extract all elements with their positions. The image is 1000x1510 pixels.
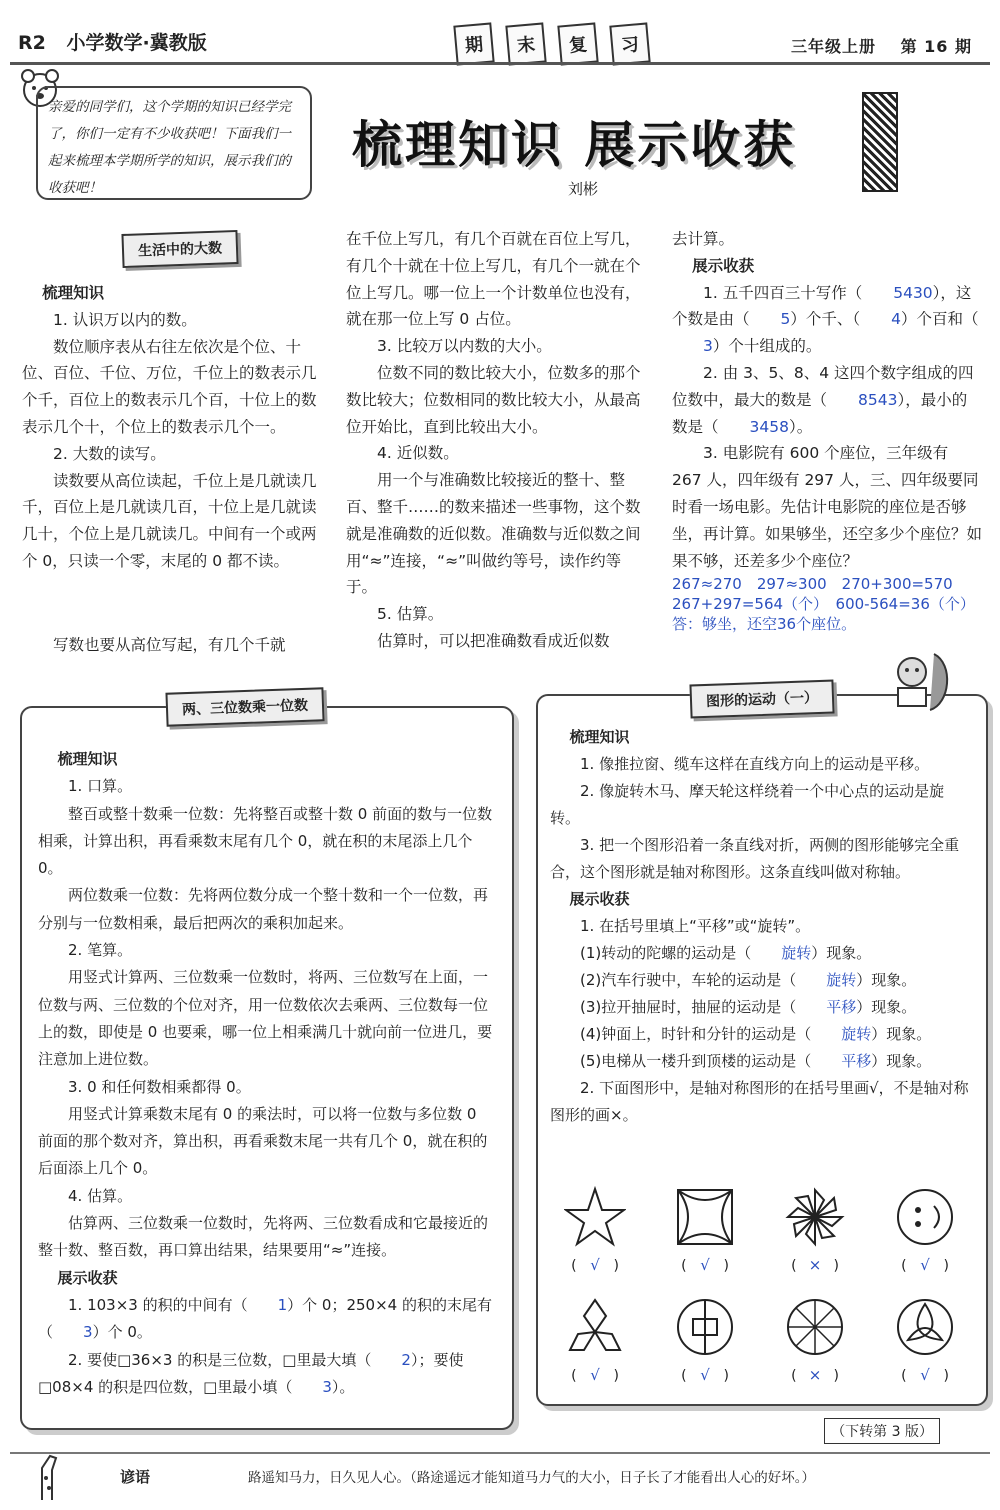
section3-item-5: (5)电梯从一楼升到顶楼的运动是（ 平移）现象。 — [580, 1052, 932, 1070]
answer-max-digit: 2 — [401, 1350, 411, 1369]
section3-item-2: (2)汽车行驶中，车轮的运动是（ 旋转）现象。 — [580, 971, 917, 989]
answer-zero-count: 1 — [277, 1295, 288, 1314]
section2-q2: 2. 要使□36×3 的积是三位数，□里最大填（ 2）；要使□08×4 的积是四位数，□里最小填（ 3）。 — [38, 1347, 494, 1402]
answer-thousands: 5 — [780, 310, 791, 329]
header-divider — [10, 62, 990, 65]
section1-p11-start: 估算时，可以把准确数看成近似数 — [377, 631, 610, 650]
grade-label: 三年级上册 — [790, 37, 876, 56]
diamond-triple-shape-icon — [564, 1296, 626, 1358]
section1-a3-line2: 267+297=564（个） 600-564=36（个） — [672, 595, 975, 614]
giraffe-icon — [22, 1448, 78, 1504]
section2-p6: 3. 0 和任何数相乘都得 0。 — [68, 1077, 251, 1096]
section3-p1: 1. 像推拉窗、缆车这样在直线方向上的运动是平移。 — [580, 755, 930, 773]
section3-p3: 3. 把一个图形沿着一条直线对折，两侧的图形能够完全重合，这个图形就是轴对称图形。这条直线叫做对称轴。 — [550, 836, 960, 881]
answer-min: 3458 — [749, 417, 789, 436]
shape-cell: ( √ ) — [660, 1296, 750, 1384]
section1-a3-line3: 答：够坐，还空36个座位。 — [672, 615, 857, 634]
page-header-left — [18, 28, 207, 55]
shape-cell: ( √ ) — [550, 1296, 640, 1384]
section2-heading: 梳理知识 — [57, 750, 118, 768]
mark-diamond: √ — [590, 1366, 600, 1384]
section1-p3: 2. 大数的读写。 — [53, 444, 166, 463]
pinwheel-shape-icon — [784, 1186, 846, 1248]
shape-cell: ( √ ) — [550, 1186, 640, 1274]
section3-item-1: (1)转动的陀螺的运动是（ 旋转）现象。 — [580, 944, 872, 962]
shape-cell: ( × ) — [770, 1296, 860, 1384]
section2-heading2: 展示收获 — [57, 1268, 118, 1287]
section2-p8: 4. 估算。 — [68, 1186, 133, 1205]
mark-trefoil: √ — [920, 1366, 930, 1384]
publication-name: 小学数学·冀教版 — [66, 32, 207, 54]
mark-swirl: × — [808, 1366, 822, 1384]
section1-column-a-tail — [22, 632, 324, 659]
page-header-right — [791, 34, 972, 57]
section3-item-3: (3)拉开抽屉时，抽屉的运动是（ 平移）现象。 — [580, 998, 917, 1016]
mark-coin: √ — [700, 1366, 710, 1384]
page-title: 梳理知识 展示收获 — [352, 115, 797, 174]
answer-hundreds: 4 — [891, 310, 902, 329]
section3-item-4: (4)钟面上，时针和分针的运动是（ 旋转）现象。 — [580, 1025, 932, 1043]
section2-p5: 用竖式计算两、三位数乘一位数时，将两、三位数写在上面，一位数与两、三位数的个位对齐，用一位数依次去乘两、三位数每一位上的数，即使是 0 也要乘，哪一位上相乘满几十就向前一位进几，要注意加上进位数。 — [38, 968, 493, 1069]
section-tab-shape-motion: 图形的运动（一） — [689, 679, 834, 718]
section1-p10: 5. 估算。 — [377, 605, 444, 624]
section2-p2: 整百或整十数乘一位数：先将整百或整十数 0 前面的数与一位数相乘，计算出积，再看乘数末尾有几个 0，就在积的末尾添上几个 0。 — [38, 804, 493, 878]
answer-tens: 3 — [703, 337, 713, 356]
swirl-circle-shape-icon — [784, 1296, 846, 1358]
section1-p7: 位数不同的数比较大小，位数多的那个数比较大；位数相同的数比较大小，从最高位开始比，直到比较出大小。 — [346, 363, 641, 436]
section3-q2: 2. 下面图形中，是轴对称图形的在括号里画√，不是轴对称图形的画×。 — [550, 1079, 969, 1124]
section1-p6: 3. 比较万以内数的大小。 — [377, 337, 552, 356]
stamp-2: 末 — [505, 22, 546, 65]
issue-label: 第 16 期 — [900, 37, 972, 56]
shape-cell: ( × ) — [770, 1186, 860, 1274]
stamp-1: 期 — [453, 22, 494, 65]
section2-p1: 1. 口算。 — [68, 777, 133, 796]
mark-star: √ — [590, 1256, 600, 1274]
section2-p9: 估算两、三位数乘一位数时，先将两、三位数看成和它最接近的整十数、整百数，再口算出结果，结果要用“≈”连接。 — [38, 1214, 489, 1260]
smiley-shape-icon — [894, 1186, 956, 1248]
section1-p11-end: 去计算。 — [672, 230, 735, 248]
qr-code-icon — [862, 92, 898, 192]
section1-q2: 2. 由 3、5、8、4 这四个数字组成的四位数中，最大的数是（ 8543），最小的数是（ 3458）。 — [672, 360, 982, 440]
answer-min-digit: 3 — [322, 1377, 332, 1396]
answer-trailing-zeros: 3 — [83, 1323, 93, 1342]
squirrel-reading-icon — [890, 644, 950, 716]
section3-heading2: 展示收获 — [569, 890, 630, 908]
section1-p4: 读数要从高位读起，千位上是几就读几千，百位上是几就读几百，十位上是几就读几十，个位上是几就读几。中间有一个或两个 0，只读一个零，末尾的 0 都不读。 — [22, 471, 317, 570]
coin-shape-icon — [674, 1296, 736, 1358]
section-tab-multiplication: 两、三位数乘一位数 — [165, 687, 324, 726]
shape-row-1 — [540, 1186, 980, 1274]
section3-p2: 2. 像旋转木马、摩天轮这样绕着一个中心点的运动是旋转。 — [550, 782, 945, 827]
footer-divider — [10, 1452, 990, 1454]
shape-cell: ( √ ) — [660, 1186, 750, 1274]
trefoil-shape-icon — [894, 1296, 956, 1358]
shape-row-2 — [540, 1296, 980, 1384]
continue-note: （下转第 3 版） — [824, 1418, 940, 1444]
answer-5430: 5430 — [893, 283, 933, 302]
author-name: 刘彬 — [568, 180, 599, 198]
section-tab-big-numbers: 生活中的大数 — [121, 230, 238, 268]
answer-max: 8543 — [858, 390, 898, 409]
section1-p2: 数位顺序表从右往左依次是个位、十位、百位、千位、万位，千位上的数表示几个千，百位上的数表示几个百，十位上的数表示几个十，个位上的数表示几个一。 — [22, 337, 317, 436]
section1-p5-rest: 在千位上写几，有几个百就在百位上写几，有几个十就在十位上写几，有几个一就在个位上写几。哪一位上一个计数单位也没有，就在那一位上写 0 占位。 — [346, 230, 641, 329]
shape-cell: ( √ ) — [880, 1186, 970, 1274]
star-shape-icon — [564, 1186, 626, 1248]
section1-p9: 用一个与准确数比较接近的整十、整百、整千……的数来描述一些事物，这个数就是准确数的近似数。准确数与近似数之间用“≈”连接，“≈”叫做约等号，读作约等于。 — [346, 471, 641, 597]
section1-heading: 梳理知识 — [42, 284, 105, 302]
intro-text: 亲爱的同学们，这个学期的知识已经学完了，你们一定有不少收获吧！下面我们一起来梳理本学期所学的知识，展示我们的收获吧！ — [48, 99, 291, 196]
section1-p8: 4. 近似数。 — [377, 444, 459, 463]
shape-cell: ( √ ) — [880, 1296, 970, 1384]
section1-q3: 3. 电影院有 600 个座位，三年级有 267 人，四年级有 297 人，三、四年级要同时看一场电影。先估计电影院的座位是否够坐，再计算。如果够坐，还空多少个座位？如果不够，还差多少个座位？ — [672, 444, 983, 570]
review-stamps — [455, 24, 649, 64]
stamp-4: 习 — [609, 22, 650, 65]
stamp-3: 复 — [557, 22, 598, 65]
section1-column-a — [22, 280, 324, 575]
section1-p1: 1. 认识万以内的数。 — [53, 310, 197, 329]
section2-p3: 两位数乘一位数：先将两位数分成一个整十数和一个一位数，再分别与一位数相乘，最后把两次的乘积加起来。 — [38, 886, 489, 932]
section1-heading2: 展示收获 — [692, 256, 755, 275]
mark-square-flower: √ — [700, 1256, 710, 1274]
section3-heading: 梳理知识 — [569, 728, 630, 746]
mark-pinwheel: × — [808, 1256, 822, 1274]
section2-content — [38, 746, 494, 1401]
intro-message-box — [36, 86, 312, 200]
section3-content — [550, 724, 970, 1129]
section2-p7: 用竖式计算乘数末尾有 0 的乘法时，可以将一位数与多位数 0 前面的那个数对齐，算出积，再看乘数末尾一共有几个 0，就在积的后面添上几个 0。 — [38, 1104, 488, 1178]
proverb-label: 谚语 — [120, 1468, 151, 1486]
section2-p4: 2. 笔算。 — [68, 941, 133, 960]
section1-p5-start: 写数也要从高位写起，有几个千就 — [53, 636, 286, 654]
section2-q1: 1. 103×3 的积的中间有（ 1）个 0；250×4 的积的末尾有（ 3）个 0。 — [38, 1292, 494, 1347]
section1-a3-line1: 267≈270 297≈300 270+300=570 — [672, 575, 953, 594]
edition-label: R2 — [18, 32, 46, 54]
section1-column-c — [672, 226, 982, 634]
proverb-text: 路遥知马力，日久见人心。（路途遥远才能知道马力气的大小，日子长了才能看出人心的好坏。） — [248, 1470, 815, 1486]
mark-smiley: √ — [920, 1256, 930, 1274]
section3-q1: 1. 在括号里填上“平移”或“旋转”。 — [580, 917, 811, 935]
section1-column-b — [346, 226, 648, 655]
square-flower-shape-icon — [674, 1186, 736, 1248]
section1-q1: 1. 五千四百三十写作（ 5430），这个数是由（ 5）个千、（ 4）个百和（3）个十组成的。 — [672, 280, 982, 360]
